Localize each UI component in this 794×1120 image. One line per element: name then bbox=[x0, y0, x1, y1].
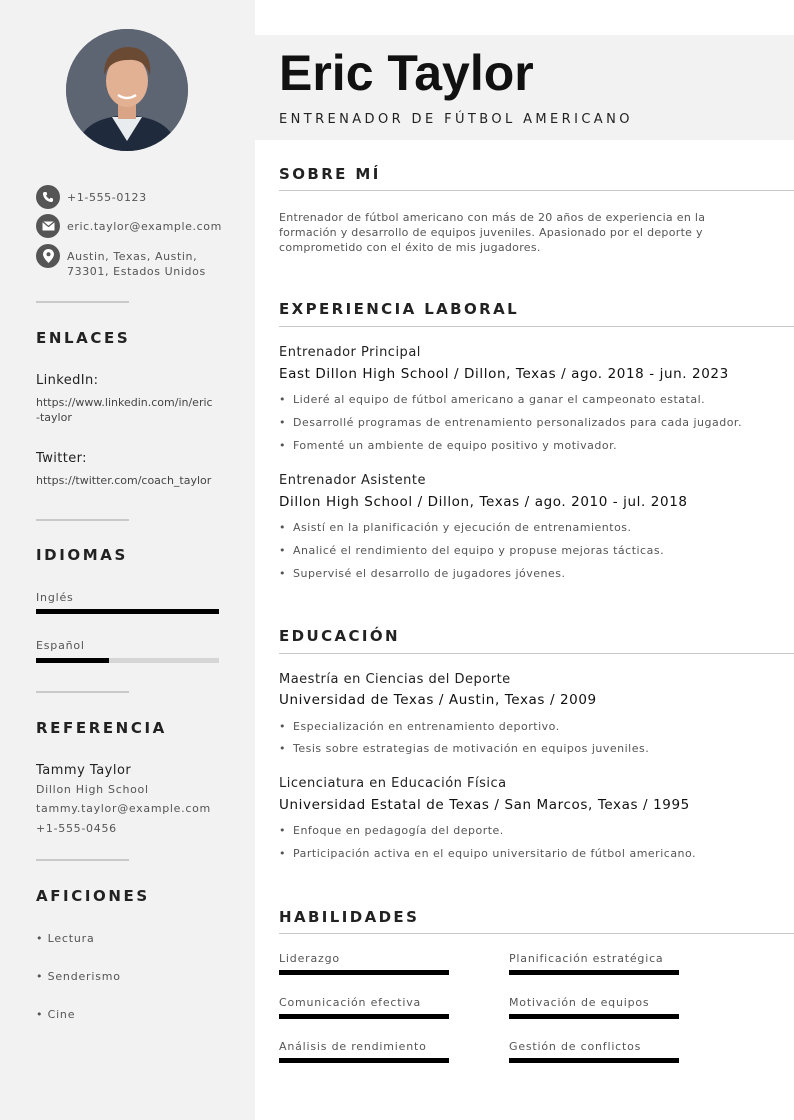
list-item: • Desarrollé programas de entrenamiento personalizados para cada jugador. bbox=[279, 416, 742, 429]
reference-heading: REFERENCIA bbox=[36, 719, 167, 737]
reference-email: tammy.taylor@example.com bbox=[36, 802, 211, 815]
skill-name: Análisis de rendimiento bbox=[279, 1040, 427, 1053]
about-heading: SOBRE MÍ bbox=[279, 165, 381, 183]
twitter-label: Twitter: bbox=[36, 451, 87, 466]
language-level-fill bbox=[36, 609, 219, 614]
skill-level-fill bbox=[509, 970, 679, 975]
list-item: • Supervisé el desarrollo de jugadores jóvenes. bbox=[279, 567, 566, 580]
section-rule bbox=[279, 326, 794, 327]
reference-phone: +1-555-0456 bbox=[36, 822, 117, 835]
education-heading: EDUCACIÓN bbox=[279, 627, 400, 645]
linkedin-link[interactable]: https://www.linkedin.com/in/eric-taylor bbox=[36, 396, 213, 424]
list-item: • Analicé el rendimiento del equipo y propuse mejoras tácticas. bbox=[279, 544, 664, 557]
links-heading: ENLACES bbox=[36, 329, 131, 347]
divider bbox=[36, 301, 129, 303]
list-item: • Participación activa en el equipo universitario de fútbol americano. bbox=[279, 847, 696, 860]
job-role: ENTRENADOR DE FÚTBOL AMERICANO bbox=[279, 112, 633, 127]
skill-level-bar bbox=[509, 970, 679, 975]
hobby-item: • Cine bbox=[36, 1008, 76, 1021]
skill-level-bar bbox=[279, 1058, 449, 1063]
skill-name: Motivación de equipos bbox=[509, 996, 650, 1009]
phone-text: +1-555-0123 bbox=[67, 191, 147, 204]
list-item: • Fomenté un ambiente de equipo positivo y motivador. bbox=[279, 439, 617, 452]
degree-title: Licenciatura en Educación Física bbox=[279, 776, 507, 791]
page-title: Eric Taylor bbox=[279, 45, 534, 101]
job-details: East Dillon High School / Dillon, Texas / ago. 2018 - jun. 2023 bbox=[279, 366, 729, 382]
job-title: Entrenador Principal bbox=[279, 345, 421, 360]
skill-name: Comunicación efectiva bbox=[279, 996, 422, 1009]
list-item: • Tesis sobre estrategias de motivación en equipos juveniles. bbox=[279, 742, 649, 755]
degree-title: Maestría en Ciencias del Deporte bbox=[279, 672, 511, 687]
skill-name: Planificación estratégica bbox=[509, 952, 664, 965]
list-item: • Enfoque en pedagogía del deporte. bbox=[279, 824, 504, 837]
job-title: Entrenador Asistente bbox=[279, 473, 426, 488]
skill-level-bar bbox=[279, 1014, 449, 1019]
skill-level-bar bbox=[279, 970, 449, 975]
skill-name: Gestión de conflictos bbox=[509, 1040, 642, 1053]
list-item: • Especialización en entrenamiento deportivo. bbox=[279, 720, 560, 733]
languages-heading: IDIOMAS bbox=[36, 546, 128, 564]
reference-name: Tammy Taylor bbox=[36, 763, 132, 778]
contact-phone bbox=[36, 185, 217, 209]
email-icon bbox=[36, 214, 60, 238]
divider bbox=[36, 519, 129, 521]
divider bbox=[36, 691, 129, 693]
profile-photo bbox=[66, 29, 188, 151]
experience-heading: EXPERIENCIA LABORAL bbox=[279, 300, 520, 318]
divider bbox=[36, 859, 129, 861]
degree-details: Universidad Estatal de Texas / San Marcos, Texas / 1995 bbox=[279, 797, 690, 813]
language-level-bar bbox=[36, 609, 219, 614]
reference-org: Dillon High School bbox=[36, 783, 149, 796]
skill-level-bar bbox=[509, 1058, 679, 1063]
linkedin-label: LinkedIn: bbox=[36, 373, 99, 388]
contact-email bbox=[36, 214, 222, 238]
contact-address bbox=[36, 244, 212, 279]
skill-level-bar bbox=[509, 1014, 679, 1019]
list-item: • Lideré al equipo de fútbol americano a ganar el campeonato estatal. bbox=[279, 393, 705, 406]
email-text: eric.taylor@example.com bbox=[67, 220, 222, 233]
degree-details: Universidad de Texas / Austin, Texas / 2009 bbox=[279, 692, 597, 708]
about-text: Entrenador de fútbol americano con más de 20 años de experiencia en la formación y desarrollo de equipos juveniles. Apasionado por el deporte y comprometido con el éxito de mis jugadores. bbox=[279, 211, 706, 254]
skill-level-fill bbox=[279, 970, 449, 975]
twitter-link[interactable]: https://twitter.com/coach_taylor bbox=[36, 474, 212, 487]
address-text: Austin, Texas, Austin, 73301, Estados Unidos bbox=[67, 250, 206, 278]
skills-heading: HABILIDADES bbox=[279, 908, 420, 926]
section-rule bbox=[279, 653, 794, 654]
skill-level-fill bbox=[509, 1014, 679, 1019]
skill-level-fill bbox=[279, 1058, 449, 1063]
section-rule bbox=[279, 933, 794, 934]
language-name: Inglés bbox=[36, 591, 74, 604]
skill-name: Liderazgo bbox=[279, 952, 340, 965]
section-rule bbox=[279, 190, 794, 191]
language-level-fill bbox=[36, 658, 109, 663]
language-level-bar bbox=[36, 658, 219, 663]
language-name: Español bbox=[36, 639, 85, 652]
hobby-item: • Lectura bbox=[36, 932, 95, 945]
job-details: Dillon High School / Dillon, Texas / ago. 2010 - jul. 2018 bbox=[279, 494, 688, 510]
list-item: • Asistí en la planificación y ejecución de entrenamientos. bbox=[279, 521, 632, 534]
hobbies-heading: AFICIONES bbox=[36, 887, 150, 905]
hobby-item: • Senderismo bbox=[36, 970, 121, 983]
avatar bbox=[66, 29, 188, 151]
skill-level-fill bbox=[509, 1058, 679, 1063]
location-pin-icon bbox=[36, 244, 60, 268]
skill-level-fill bbox=[279, 1014, 449, 1019]
phone-icon bbox=[36, 185, 60, 209]
